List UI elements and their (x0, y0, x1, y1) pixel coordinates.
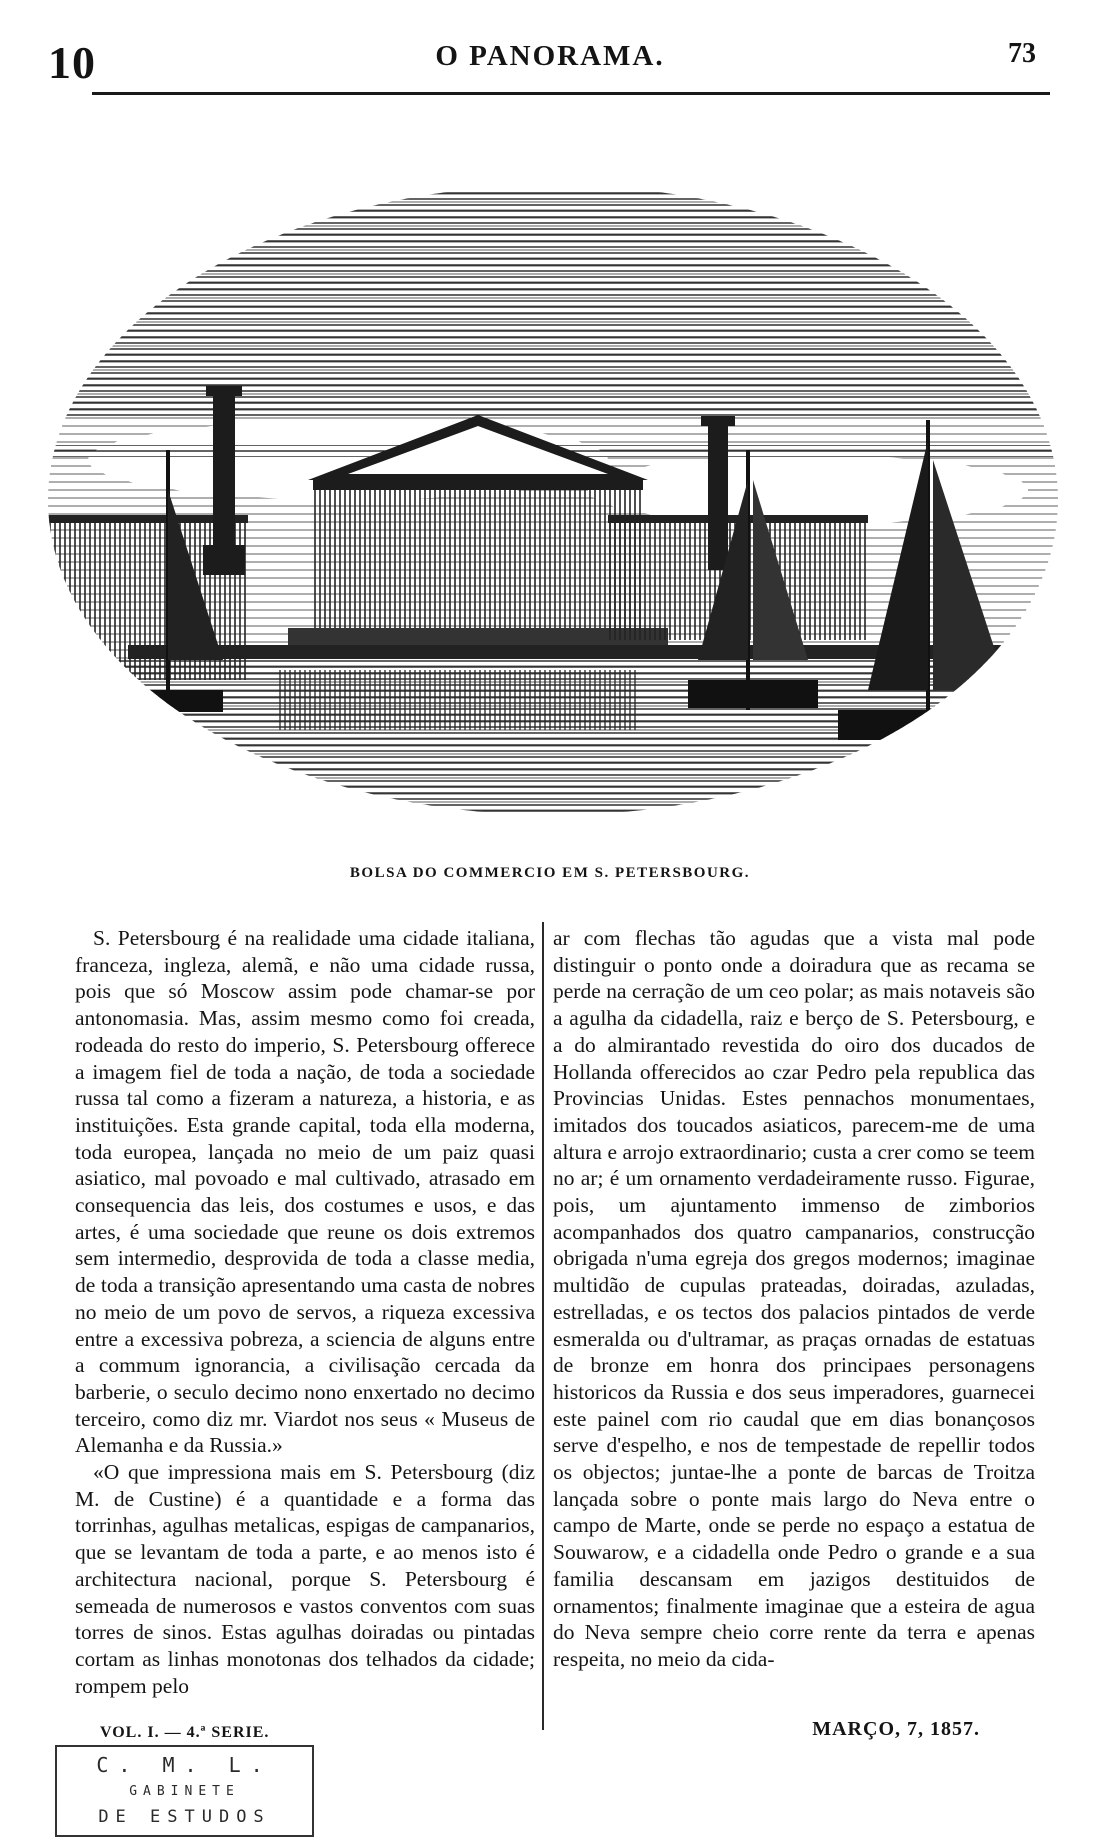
publication-title: O PANORAMA. (435, 40, 665, 72)
right-column (553, 925, 1035, 1673)
left-column (75, 925, 535, 1699)
page-number: 10 (48, 37, 96, 88)
left-paragraph-2: «O que impressiona mais em S. Petersbourg (diz M. de Custine) é a quantidade e a forma das torrinhas, agulhas metalicas, espigas de campanarios, que se levantam de toda a parte, e ao menos isto é architectura nacional, porque S. Petersbourg é semeada de numerosos e vastos conventos com suas torres de sinos. Estas agulhas doiradas ou pintadas cortam as linhas monotonas dos telhados da cidade; rompem pelo (75, 1460, 535, 1698)
right-paragraph-1: ar com flechas tão agudas que a vista mal pode distinguir o ponto onde a doiradura que as recama se perde na cerração de um ceo polar; as mais notaveis são a agulha da cidadella, raiz e berço de S. Petersbourg, e a do almirantado revestida do oiro dos ducados de Hollanda offerecidos ao czar Pedro pela republica das Provincias Unidas. Estes pennachos monumentaes, imitados dos toucados asiaticos, parecem-me de uma altura e arrojo extraordinario; custa a crer como se teem no ar; é um ornamento verdadeiramente russo. Figurae, pois, um ajuntamento immenso de zimborios acompanhados dos quatro campanarios, construcção obrigada n'uma egreja dos gregos modernos; imaginae multidão de cupulas prateadas, doiradas, azuladas, estrelladas, e os tectos dos palacios pintados de verde esmeralda ou d'ultramar, as praças ornadas de estatuas de bronze em honra dos principaes personagens historicos da Russia e dos seus imperadores, guarnecei este painel com rio caudal que em dias bonançosos serve d'espelho, e nos de tempestade de repellir todos os objectos; juntae-lhe a ponte de barcas de Troitza lançada sobre o ponte mais largo do Neva entre o campo de Marte, onde se perde no espaço a estatua de Souwarow, e a cidadella onde Pedro o grande e a sua familia descansam em jazigos destituidos de ornamentos; finalmente imaginae que a esteira de agua do Neva sempre cheio corre rente da terra e apenas respeita, no meio da cida- (553, 926, 1035, 1671)
stamp-line-1: C. M. L. (96, 1753, 273, 1777)
library-stamp (55, 1745, 314, 1837)
column-divider (542, 922, 544, 1730)
illustration-caption: BOLSA DO COMMERCIO EM S. PETERSBOURG. (349, 865, 751, 881)
volume-series: VOL. I. — 4.ª SERIE. (100, 1724, 270, 1741)
left-paragraph-1: S. Petersbourg é na realidade uma cidade italiana, franceza, ingleza, alemã, e não uma cidade russa, pois que só Moscow assim pode chamar-se por antonomasia. Mas, assim mesmo como foi creada, rodeada do resto do imperio, S. Petersbourg offerece a imagem fiel de toda a nação, de toda a sociedade russa tal como a fizeram a natureza, a historia, e as instituições. Esta grande capital, toda ella moderna, toda europea, lançada no meio de um paiz quasi asiatico, mal povoado e mal cultivado, atrasado em consequencia das leis, dos costumes e usos, e das artes, é uma sociedade que reune os dois extremos sem intermedio, desprovida de toda a classe media, de toda a transição apresentando uma casta de nobres no meio de um povo de servos, a riqueza excessiva entre a excessiva pobreza, a sciencia de alguns entre a commum ignorancia, a civilisação cercada da barberie, o seculo decimo nono enxertado no decimo terceiro, como diz mr. Viardot nos seus « Museus de Alemanha e da Russia.» (75, 926, 535, 1458)
stamp-line-2: GABINETE (129, 1784, 240, 1799)
stamp-line-3: DE ESTUDOS (98, 1807, 271, 1827)
exchange-engraving (48, 190, 1058, 830)
page-reference: 73 (1008, 38, 1036, 69)
header-rule (92, 92, 1050, 95)
issue-date: MARÇO, 7, 1857. (812, 1718, 980, 1740)
